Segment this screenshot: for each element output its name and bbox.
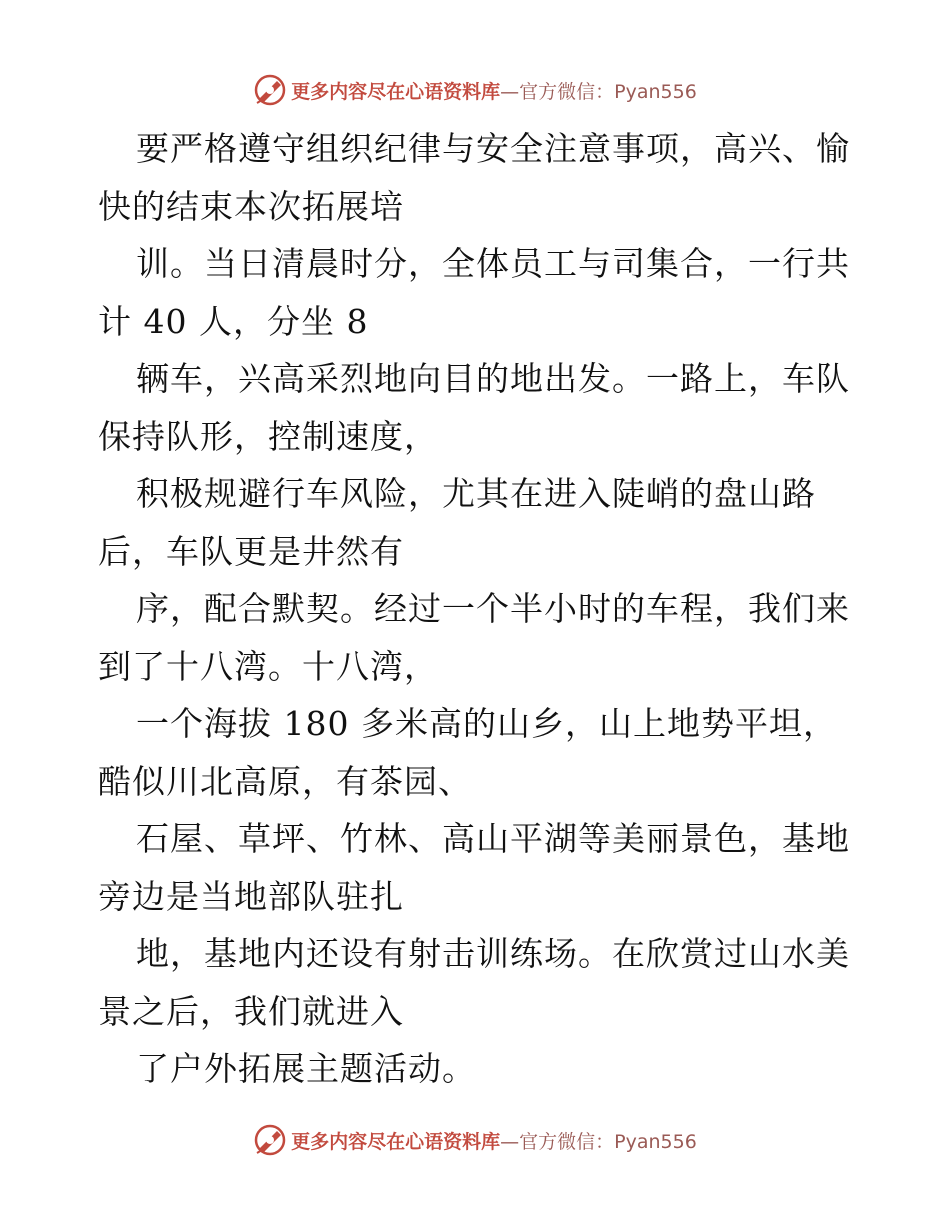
footer-banner-main: 更多内容尽在心语资料库 <box>291 1130 501 1153</box>
header-banner-text <box>291 77 697 104</box>
body-line: 辆车，兴高采烈地向目的地出发。一路上，车队 <box>136 359 850 398</box>
pen-logo-icon <box>253 73 287 107</box>
body-line: 酷似川北高原，有茶园、 <box>98 761 472 801</box>
footer-banner-text <box>291 1127 697 1154</box>
footer-banner-dash: — <box>500 1130 520 1153</box>
body-line: 后，车队更是井然有 <box>98 531 404 571</box>
footer-banner-wechat: 官方微信：Pyan556 <box>519 1130 697 1153</box>
header-banner-wechat: 官方微信：Pyan556 <box>519 80 697 103</box>
body-line: 一个海拔 180 多米高的山乡，山上地势平坦， <box>136 704 837 743</box>
body-line: 序，配合默契。经过一个半小时的车程，我们来 <box>136 589 850 628</box>
body-line: 了户外拓展主题活动。 <box>136 1049 476 1088</box>
header-banner-main: 更多内容尽在心语资料库 <box>291 80 501 103</box>
header-watermark-banner <box>0 70 950 110</box>
body-line: 到了十八湾。十八湾， <box>98 646 438 686</box>
body-line: 景之后，我们就进入 <box>98 991 404 1031</box>
header-banner-dash: — <box>500 80 520 103</box>
body-line: 保持队形，控制速度， <box>98 416 438 456</box>
body-line: 积极规避行车风险，尤其在进入陡峭的盘山路 <box>136 474 816 513</box>
document-body <box>98 120 858 1098</box>
pen-logo-icon <box>253 1123 287 1157</box>
body-line: 计 40 人，分坐 8 <box>98 301 369 341</box>
body-line: 旁边是当地部队驻扎 <box>98 876 404 916</box>
footer-watermark-banner <box>0 1120 950 1160</box>
body-line: 快的结束本次拓展培 <box>98 186 404 226</box>
body-line: 要严格遵守组织纪律与安全注意事项，高兴、愉 <box>136 129 850 168</box>
body-line: 石屋、草坪、竹林、高山平湖等美丽景色，基地 <box>136 819 850 858</box>
body-line: 训。当日清晨时分，全体员工与司集合，一行共 <box>136 244 850 283</box>
body-line: 地，基地内还设有射击训练场。在欣赏过山水美 <box>136 934 850 973</box>
